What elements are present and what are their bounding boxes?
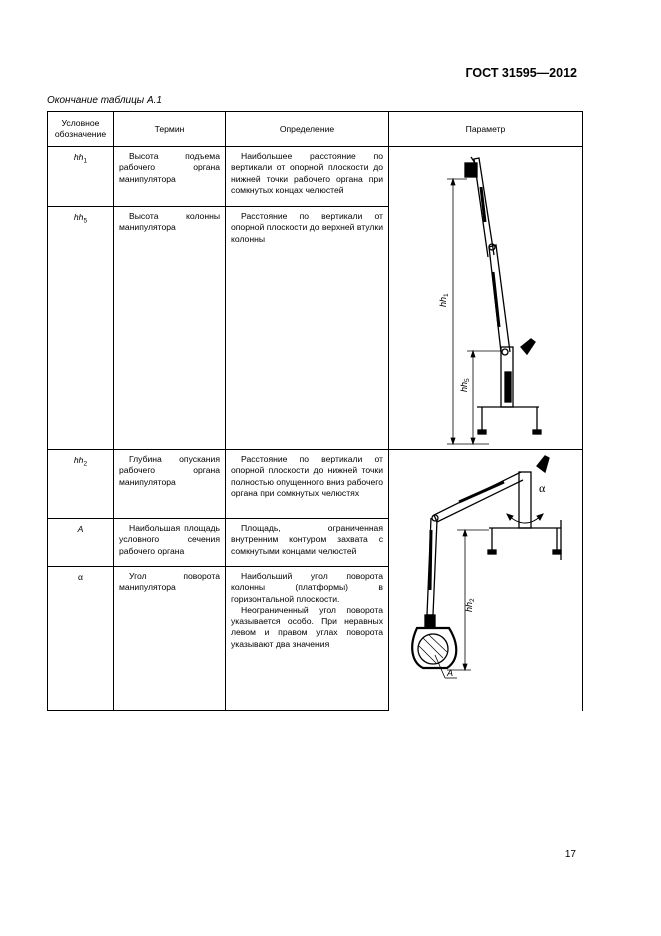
definition-cell: Расстояние по вертикали от опорной плоскости до нижней точки полностью опущенного вниз рабочего органа при сомкнутых челюстях: [226, 450, 389, 519]
foot-left: [488, 550, 496, 554]
term-cell: Высота подъема рабочего органа манипулятора: [114, 147, 226, 207]
table-caption: Окончание таблицы А.1: [47, 95, 162, 106]
column-joint: [502, 349, 508, 355]
hh2-arrow-top: [463, 530, 467, 536]
area-leader: [435, 655, 445, 678]
term-cell: Наибольшая площадь условного сечения рабочего органа: [114, 519, 226, 567]
symbol-cell: $hh_5$: [48, 207, 114, 450]
hh2-label: $hh_2$: [464, 598, 476, 612]
upper-figure-cell: [389, 147, 583, 450]
hh1-arrow-top: [451, 179, 455, 185]
symbol-cell: α: [48, 567, 114, 711]
symbol-cell: $hh_1$: [48, 147, 114, 207]
table-row: [48, 147, 583, 207]
foot-right: [553, 550, 561, 554]
definition-cell: Площадь, ограниченная внутренним контуром захвата с сомкнутыми концами челюстей: [226, 519, 389, 567]
foot-right: [533, 430, 541, 434]
header-definition: Определение: [226, 112, 389, 147]
hh5-arrow-bottom: [471, 438, 475, 444]
outer-boom-cylinder: [430, 530, 431, 590]
grapple: [465, 163, 477, 177]
area-label: A: [447, 668, 454, 678]
table-header-row: [48, 112, 583, 147]
term-cell: Высота колонны манипулятора: [114, 207, 226, 450]
header-term: Термин: [114, 112, 226, 147]
definition-cell: Наибольшее расстояние по вертикали от опорной плоскости до нижней точки рабочего органа при сомкнутых концах челюстей: [226, 147, 389, 207]
main-boom: [489, 245, 510, 352]
crane-raised-figure: [389, 147, 583, 450]
terms-table: [47, 111, 583, 711]
column-cylinder: [505, 372, 511, 402]
operator-seat: [537, 456, 549, 472]
table-row: [48, 450, 583, 519]
hatch: [429, 635, 447, 652]
standard-number: ГОСТ 31595—2012: [465, 66, 577, 80]
definition-cell: Расстояние по вертикали от опорной плоскости до верхней втулки колонны: [226, 207, 389, 450]
hh2-arrow-bottom: [463, 664, 467, 670]
term-cell: Глубина опускания рабочего органа манипулятора: [114, 450, 226, 519]
hh5-arrow-top: [471, 351, 475, 357]
lower-figure-cell: [389, 450, 583, 711]
rotation-arrow-right: [537, 514, 543, 520]
grapple-rotator: [425, 615, 435, 627]
term-cell: Угол поворота манипулятора: [114, 567, 226, 711]
boom-cylinder: [493, 272, 499, 327]
page-number: 17: [564, 849, 576, 860]
foot-left: [478, 430, 486, 434]
alpha-label: α: [539, 481, 546, 495]
hh1-arrow-bottom: [451, 438, 455, 444]
operator-seat: [521, 339, 535, 354]
hh5-label: $hh_5$: [459, 378, 471, 392]
header-parameter: Параметр: [389, 112, 583, 147]
symbol-cell: $hh_2$: [48, 450, 114, 519]
definition-cell: Наибольший угол поворота колонны (платформы) в горизонтальной плоскости. Неограниченный угол поворота указывается особо. При неравных левом и правом углах поворота указывают два значения: [226, 567, 389, 711]
header-symbol: Условное обозначение: [48, 112, 114, 147]
symbol-cell: A: [48, 519, 114, 567]
crane-lowered-figure: [389, 450, 583, 712]
hatch: [423, 638, 443, 658]
hh1-label: $hh_1$: [438, 293, 450, 307]
rotation-arrow-left: [507, 514, 513, 520]
